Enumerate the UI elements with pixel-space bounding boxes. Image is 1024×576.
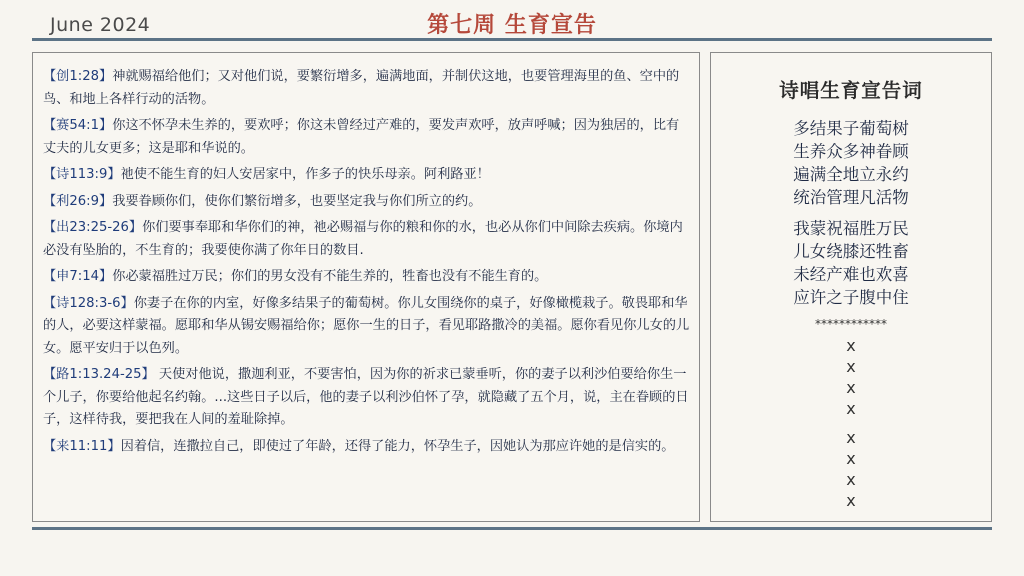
verse-text: 你们要事奉耶和华你们的神，祂必赐福与你的粮和你的水，也必从你们中间除去疾病。你境内必没有坠胎的，不生育的；我要使你满了你年日的数目. [43,220,683,258]
verse-text: 祂使不能生育的妇人安居家中，作多子的快乐母亲。阿利路亚！ [120,167,490,182]
verse-reference: 【出23:25-26】 [43,220,143,235]
verse-item [43,217,691,262]
poem-title: 诗唱生育宣告词 [779,79,923,102]
placeholder-line: x [846,470,856,489]
verse-reference: 【申7:14】 [43,269,113,284]
verse-reference: 【赛54:1】 [43,118,113,133]
poem-line: 统治管理凡活物 [793,188,909,207]
verse-reference: 【诗113:9】 [43,167,121,182]
poem-separator: ************ [815,317,887,331]
placeholder-line: x [846,491,856,510]
verse-item [43,364,691,432]
placeholder-line: x [846,428,856,447]
poem-line: 未经产难也欢喜 [793,265,909,284]
placeholder-group [711,335,991,419]
verse-reference: 【利26:9】 [43,193,113,209]
verse-text: 我要眷顾你们，使你们繁衍增多，也要坚定我与你们所立的约。 [112,193,482,209]
verse-reference: 【诗128:3-6】 [43,295,134,311]
poem-line: 多结果子葡萄树 [793,119,909,138]
date-label: June 2024 [50,14,151,36]
poem-line: 我蒙祝福胜万民 [793,219,909,238]
verse-item [43,115,691,160]
poem-stanza [711,117,991,209]
poem-stanza [711,217,991,309]
scripture-panel [32,52,700,522]
top-divider [32,38,992,41]
verse-text: 你必蒙福胜过万民；你们的男女没有不能生养的，牲畜也没有不能生育的。 [112,269,548,284]
placeholder-group [711,427,991,511]
poem-panel [710,52,992,522]
poem-line: 应许之子腹中住 [793,288,909,307]
placeholder-line: x [846,449,856,468]
placeholder-line: x [846,399,856,418]
verse-text: 因着信，连撒拉自己，即使过了年龄，还得了能力，怀孕生子，因她认为那应许她的是信实的。 [120,438,675,454]
poem-line: 生养众多神眷顾 [793,142,909,161]
verse-item [43,293,691,361]
verse-text: 你妻子在你的内室，好像多结果子的葡萄树。你儿女围绕你的桌子，好像橄榄栽子。敬畏耶和华的人，必要这样蒙福。愿耶和华从锡安赐福给你；愿你一生的日子，看见耶路撒冷的美福。愿你看见你儿女的儿女。愿平安归于以色列。 [43,295,690,356]
verse-item [43,266,691,289]
verse-item [43,164,691,187]
verse-text: 神就赐福给他们；又对他们说，要繁衍增多，遍满地面，并制伏这地，也要管理海里的鱼、空中的鸟、和地上各样行动的活物。 [43,69,680,107]
verse-reference: 【创1:28】 [43,69,113,84]
verse-reference: 【来11:11】 [43,438,121,454]
poem-line: 儿女绕膝还牲畜 [793,242,909,261]
placeholder-line: x [846,378,856,397]
verse-text: 天使对他说，撒迦利亚，不要害怕，因为你的祈求已蒙垂听，你的妻子以利沙伯要给你生一个儿子，你要给他起名约翰。...这些日子以后，他的妻子以利沙伯怀了孕，就隐藏了五个月，说，主在眷顾的日子，这样待我，要把我在人间的羞耻除掉。 [43,367,689,427]
verse-item [43,436,691,459]
verse-text: 你这不怀孕未生养的，要欢呼；你这未曾经过产难的，要发声欢呼，放声呼喊；因为独居的，比有丈夫的儿女更多；这是耶和华说的。 [43,118,680,156]
verse-reference: 【路1:13.24-25】 [43,367,155,382]
page-title: 第七周 生育宣告 [427,13,597,38]
placeholder-line: x [846,336,856,355]
poem-line: 遍满全地立永约 [793,165,909,184]
verse-item [43,191,691,214]
verse-item [43,66,691,111]
placeholder-line: x [846,357,856,376]
bottom-divider [32,527,992,530]
